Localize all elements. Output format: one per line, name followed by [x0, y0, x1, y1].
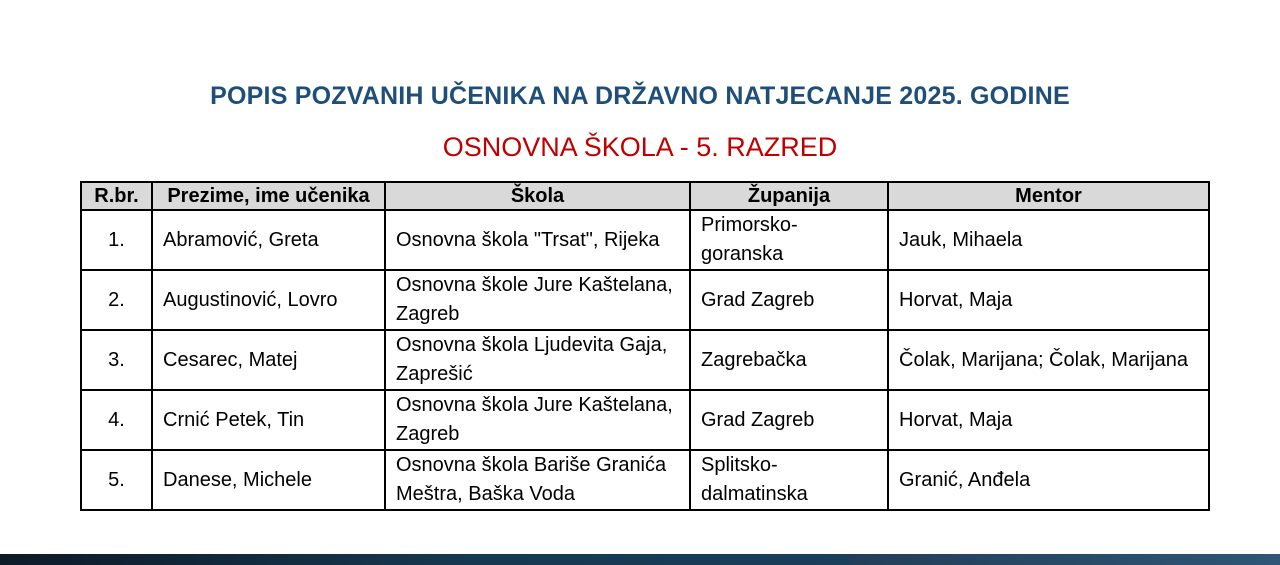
table-row	[81, 270, 1209, 330]
students-table	[80, 181, 1210, 511]
cell-student-name: Cesarec, Matej	[152, 330, 385, 390]
header-school: Škola	[385, 182, 690, 210]
document-title: POPIS POZVANIH UČENIKA NA DRŽAVNO NATJECANJE 2025. GODINE	[210, 82, 1070, 110]
cell-mentor: Granić, Anđela	[888, 450, 1209, 510]
document-subtitle: OSNOVNA ŠKOLA - 5. RAZRED	[442, 132, 838, 162]
table-row	[81, 390, 1209, 450]
cell-mentor: Čolak, Marijana; Čolak, Marijana	[888, 330, 1209, 390]
cell-county: Grad Zagreb	[690, 270, 888, 330]
cell-school: Osnovna škola Ljudevita Gaja, Zaprešić	[385, 330, 690, 390]
cell-school: Osnovna škola Jure Kaštelana, Zagreb	[385, 390, 690, 450]
cell-mentor: Horvat, Maja	[888, 270, 1209, 330]
cell-student-name: Crnić Petek, Tin	[152, 390, 385, 450]
header-county: Županija	[690, 182, 888, 210]
table-row	[81, 450, 1209, 510]
cell-county: Grad Zagreb	[690, 390, 888, 450]
cell-rbr: 5.	[81, 450, 152, 510]
cell-rbr: 4.	[81, 390, 152, 450]
table-header-row	[81, 182, 1209, 210]
cell-school: Osnovna škola Bariše Granića Meštra, Baška Voda	[385, 450, 690, 510]
header-mentor: Mentor	[888, 182, 1209, 210]
footer-decorative-bar	[0, 554, 1280, 565]
cell-rbr: 1.	[81, 210, 152, 270]
cell-student-name: Abramović, Greta	[152, 210, 385, 270]
cell-county: Splitsko-dalmatinska	[690, 450, 888, 510]
table-row	[81, 210, 1209, 270]
cell-mentor: Jauk, Mihaela	[888, 210, 1209, 270]
cell-school: Osnovna škole Jure Kaštelana, Zagreb	[385, 270, 690, 330]
cell-school: Osnovna škola "Trsat", Rijeka	[385, 210, 690, 270]
header-rbr: R.br.	[81, 182, 152, 210]
cell-mentor: Horvat, Maja	[888, 390, 1209, 450]
cell-county: Zagrebačka	[690, 330, 888, 390]
cell-rbr: 3.	[81, 330, 152, 390]
cell-rbr: 2.	[81, 270, 152, 330]
header-student-name: Prezime, ime učenika	[152, 182, 385, 210]
cell-student-name: Augustinović, Lovro	[152, 270, 385, 330]
cell-county: Primorsko-goranska	[690, 210, 888, 270]
table-row	[81, 330, 1209, 390]
cell-student-name: Danese, Michele	[152, 450, 385, 510]
